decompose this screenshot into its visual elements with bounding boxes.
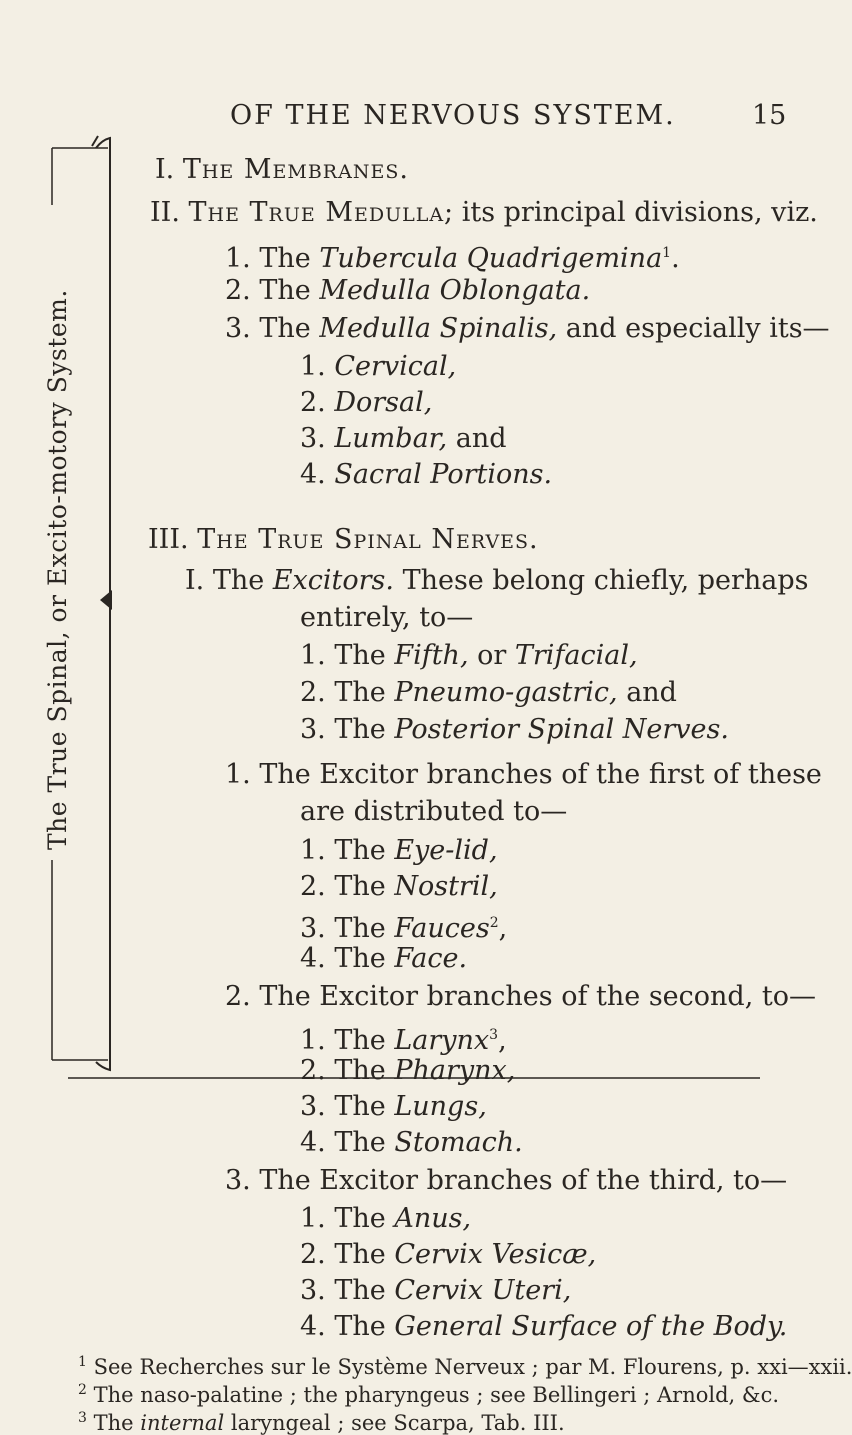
branch-1-item-1: 1. The Eye-lid, (300, 835, 498, 866)
medulla-item-1: 1. The Tubercula Quadrigemina$^1$. (225, 243, 680, 274)
excitor-nerve-1: 1. The Fifth, or Trifacial, (300, 640, 638, 671)
portion-4: 4. Sacral Portions. (300, 459, 553, 490)
branch-3-item-4: 4. The General Surface of the Body. (300, 1311, 788, 1342)
branch-2-item-1: 1. The Larynx$^3$, (300, 1025, 507, 1056)
excitor-nerve-2: 2. The Pneumo-gastric, and (300, 677, 677, 708)
excitor-nerve-3: 3. The Posterior Spinal Nerves. (300, 714, 729, 745)
branch-1-line-1: 1. The Excitor branches of the first of these (225, 759, 822, 790)
branch-3-line-1: 3. The Excitor branches of the third, to— (225, 1165, 788, 1196)
excitors-line-2: entirely, to— (300, 602, 474, 633)
portion-1: 1. Cervical, (300, 351, 457, 382)
footnote-2: $^2$ The naso-palatine ; the pharyngeus ; see Bellingeri ; Arnold, &c. (78, 1382, 780, 1407)
branch-2-item-4: 4. The Stomach. (300, 1127, 523, 1158)
branch-3-item-2: 2. The Cervix Vesicæ, (300, 1239, 597, 1270)
branch-3-item-3: 3. The Cervix Uteri, (300, 1275, 572, 1306)
branch-1-item-3: 3. The Fauces$^2$, (300, 913, 508, 944)
branch-1-item-2: 2. The Nostril, (300, 871, 498, 902)
page-number: 15 (752, 100, 787, 131)
footnote-1: $^1$ See Recherches sur le Système Nerveux ; par M. Flourens, p. xxi—xxii. (78, 1354, 852, 1379)
branch-2-line-1: 2. The Excitor branches of the second, to— (225, 981, 816, 1012)
branch-2-item-3: 3. The Lungs, (300, 1091, 487, 1122)
section-3: III. The True Spinal Nerves. (148, 524, 539, 555)
section-1: I. The Membranes. (155, 154, 409, 185)
running-header: OF THE NERVOUS SYSTEM. (230, 100, 676, 131)
section-2: II. The True Medulla; its principal divisions, viz. (150, 197, 818, 228)
medulla-item-3: 3. The Medulla Spinalis, and especially its— (225, 313, 830, 344)
branch-1-line-2: are distributed to— (300, 796, 568, 827)
portion-3: 3. Lumbar, and (300, 423, 507, 454)
branch-2-item-2: 2. The Pharynx, (300, 1055, 516, 1086)
excitors-line-1: I. The Excitors. These belong chiefly, perhaps (185, 565, 809, 596)
branch-1-item-4: 4. The Face. (300, 943, 468, 974)
footnote-3: $^3$ The internal laryngeal ; see Scarpa, Tab. III. (78, 1410, 565, 1435)
side-label: The True Spinal, or Excito-motory System. (43, 289, 72, 850)
medulla-item-2: 2. The Medulla Oblongata. (225, 275, 591, 306)
branch-3-item-1: 1. The Anus, (300, 1203, 472, 1234)
portion-2: 2. Dorsal, (300, 387, 433, 418)
